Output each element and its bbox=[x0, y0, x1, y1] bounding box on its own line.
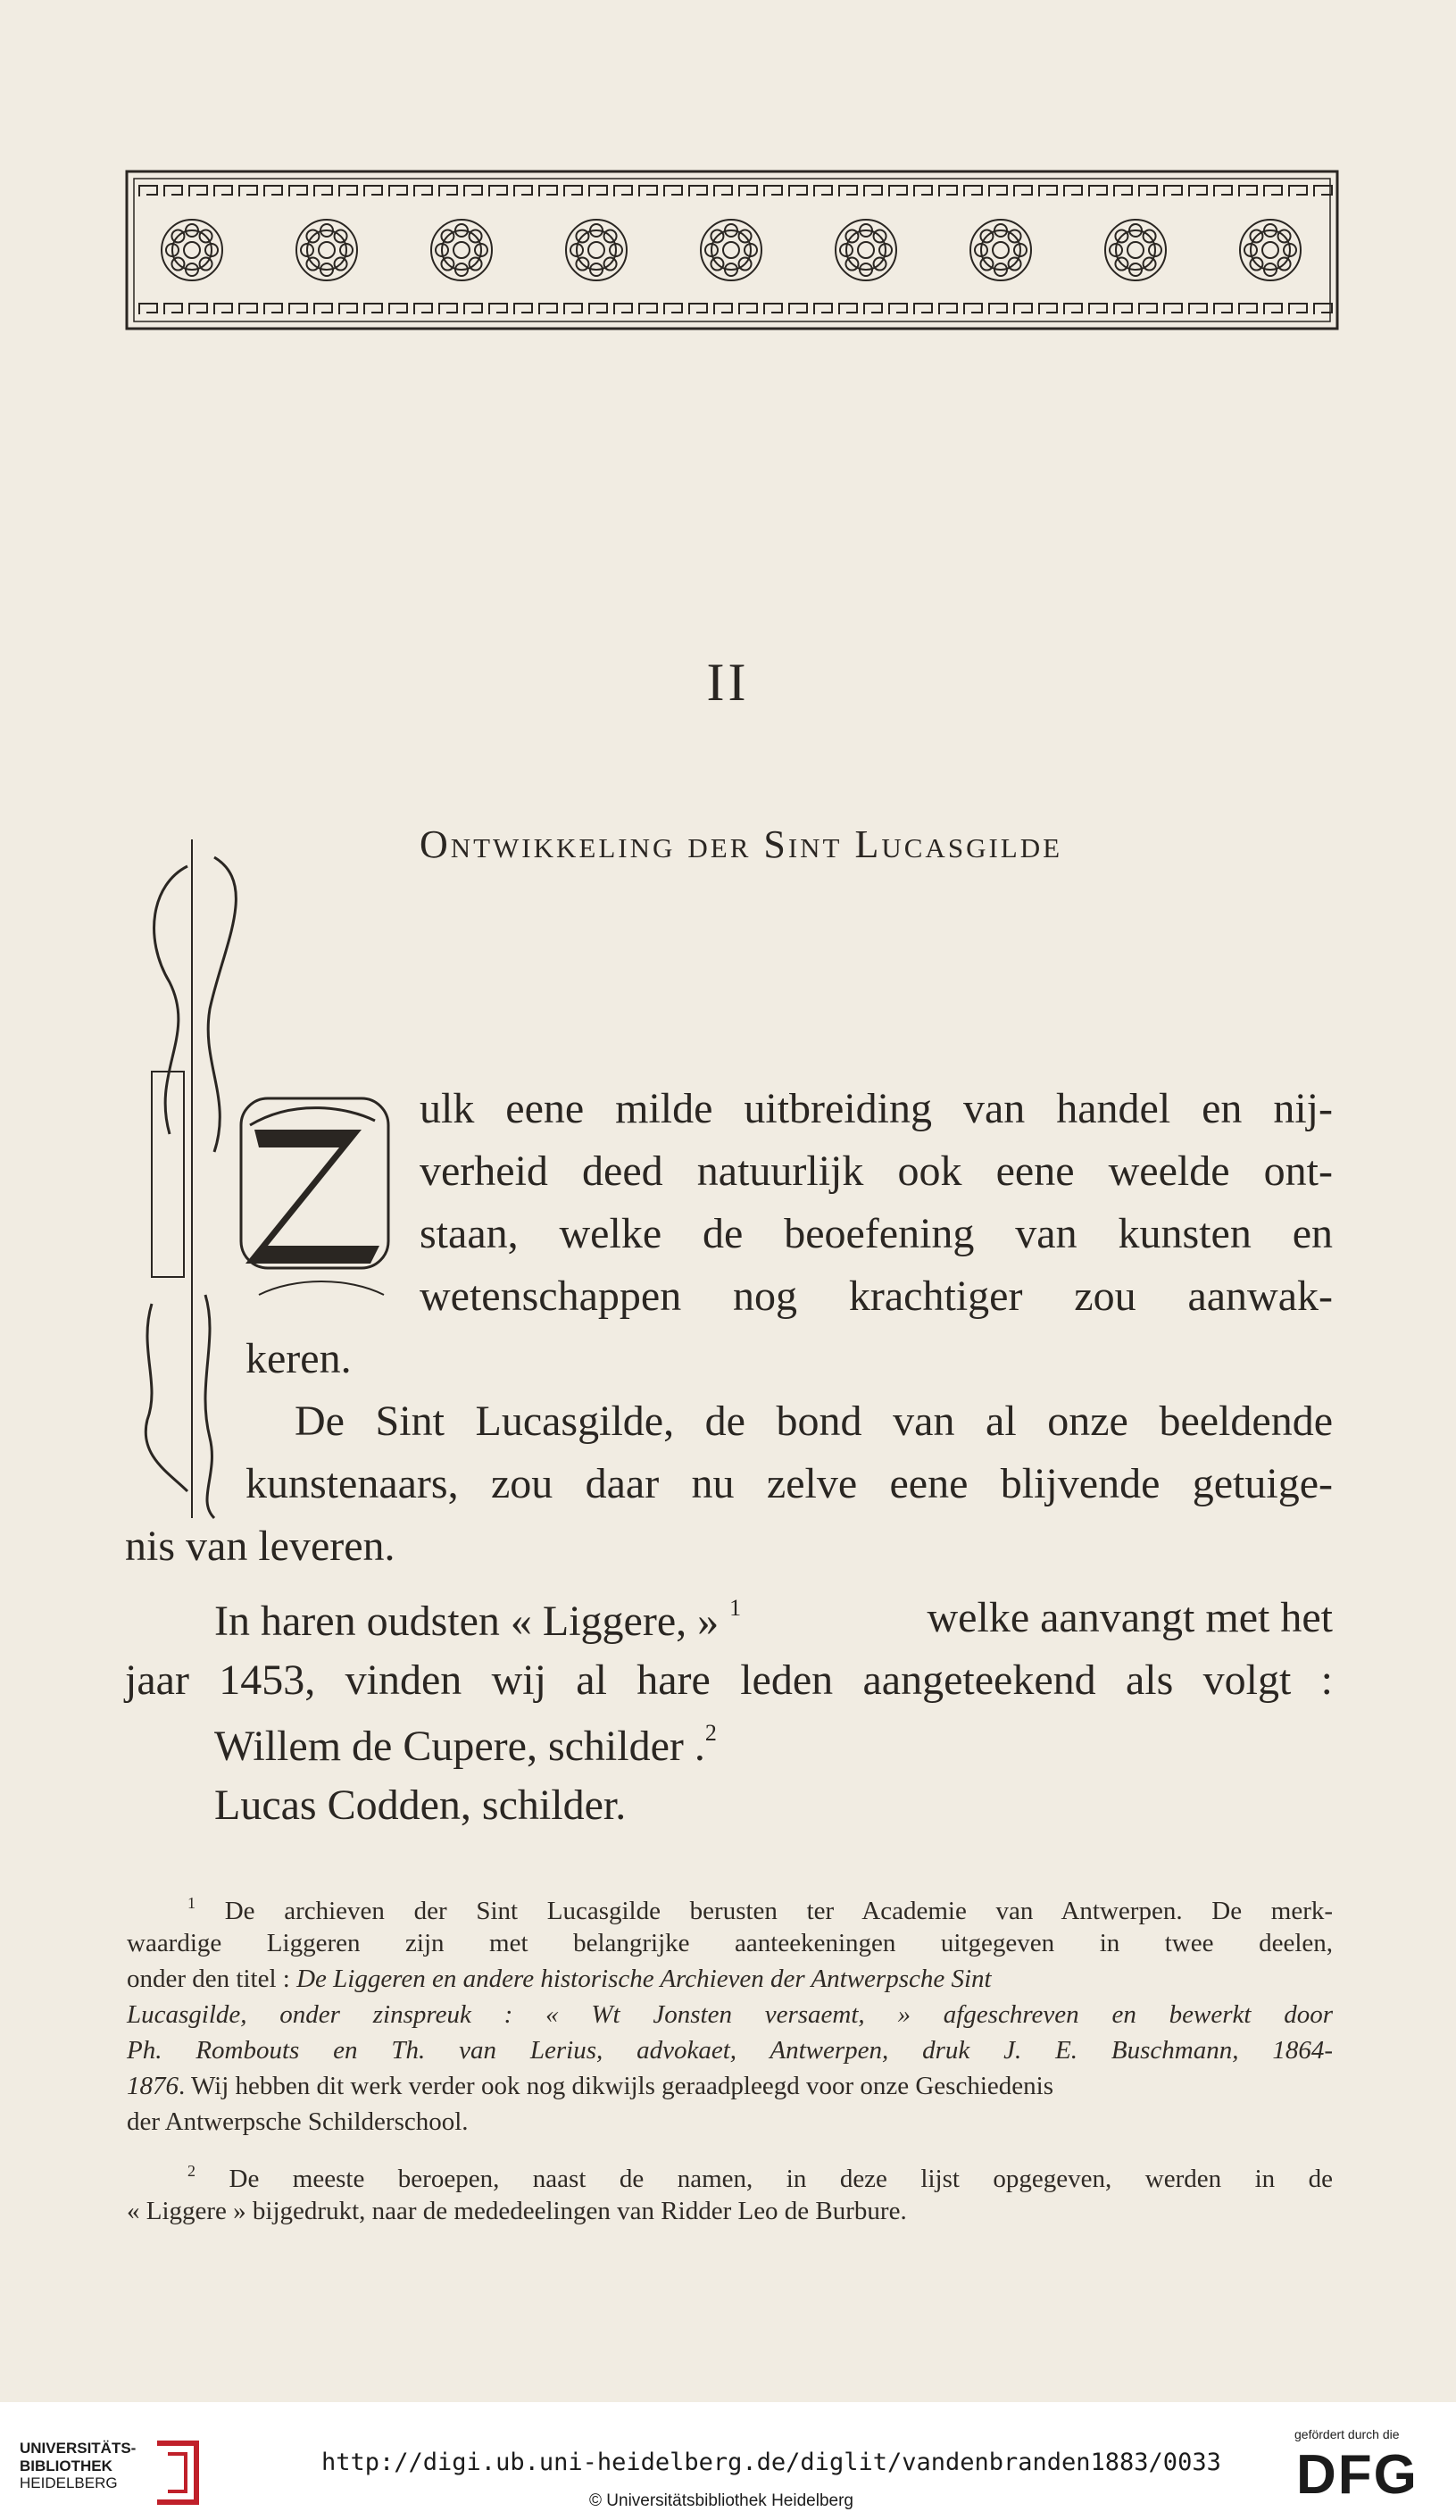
ornament-meander bbox=[1064, 304, 1082, 314]
ornament-meander bbox=[439, 304, 457, 314]
ornament-rosette bbox=[431, 220, 492, 280]
footnote-line: der Antwerpsche Schilderschool. bbox=[127, 2107, 469, 2136]
ornament-meander bbox=[889, 304, 907, 314]
ornament-meander bbox=[239, 304, 257, 314]
ornament-meander bbox=[414, 186, 432, 196]
ornament-meander bbox=[1139, 304, 1157, 314]
ornament-meander bbox=[439, 186, 457, 196]
ornament-meander bbox=[539, 186, 557, 196]
ornament-meander bbox=[364, 186, 382, 196]
body-line: keren. bbox=[245, 1335, 352, 1382]
ornament-meander bbox=[864, 304, 882, 314]
ornament-meander bbox=[1289, 186, 1307, 196]
ornament-meander bbox=[214, 186, 232, 196]
ornament-meander bbox=[839, 186, 857, 196]
ornament-meander bbox=[1139, 186, 1157, 196]
ornament-meander bbox=[1314, 186, 1332, 196]
ornament-meander bbox=[1014, 186, 1032, 196]
ornament-meander bbox=[864, 186, 882, 196]
permalink-url[interactable]: http://digi.ub.uni-heidelberg.de/diglit/vandenbranden1883/0033 bbox=[321, 2449, 1221, 2476]
footnote-line: Ph. Rombouts en Th. van Lerius, advokaet, Antwerpen, druk J. E. Buschmann, 1864- bbox=[127, 2036, 1333, 2065]
ornament-meander bbox=[964, 186, 982, 196]
library-emblem-icon bbox=[150, 2436, 204, 2509]
ornament-meander bbox=[1289, 304, 1307, 314]
footnote-line: $^2$ De meeste beroepen, naast de namen, in deze lijst opgegeven, werden in de bbox=[187, 2162, 1334, 2193]
body-line-part: welke aanvangt met het bbox=[927, 1594, 1333, 1641]
ornament-meander bbox=[564, 304, 582, 314]
ornament-meander bbox=[639, 186, 657, 196]
ornament-meander bbox=[589, 304, 607, 314]
ornament-meander bbox=[314, 304, 332, 314]
body-line: nis van leveren. bbox=[125, 1523, 395, 1570]
ornament-rosette bbox=[836, 220, 896, 280]
body-line bbox=[214, 1722, 717, 1768]
ornament-meander bbox=[764, 186, 782, 196]
ornament-meander bbox=[739, 186, 757, 196]
ornament-meander bbox=[789, 304, 807, 314]
ornament-meander bbox=[1314, 304, 1332, 314]
body-line: verheid deed natuurlijk ook eene weelde ont- bbox=[420, 1147, 1333, 1195]
ornament-meander bbox=[389, 186, 407, 196]
ornament-meander bbox=[164, 186, 182, 196]
ornament-meander bbox=[964, 304, 982, 314]
ornament-meander bbox=[989, 186, 1007, 196]
ornament-meander bbox=[714, 304, 732, 314]
ornament-rosette bbox=[296, 220, 357, 280]
ornament-rosette bbox=[1240, 220, 1301, 280]
footnote-line: waardige Liggeren zijn met belangrijke aanteekeningen uitgegeven in twee deelen, bbox=[127, 1929, 1333, 1957]
ornament-meander bbox=[339, 186, 357, 196]
ornament-meander bbox=[839, 304, 857, 314]
ornament-meander bbox=[264, 186, 282, 196]
ornament-meander bbox=[464, 304, 482, 314]
body-line-part: In haren oudsten « Liggere, » bbox=[214, 1598, 720, 1645]
footnote-line: onder den titel : De Liggeren en andere historische Archieven der Antwerpsche Sint bbox=[127, 1965, 992, 1993]
ornament-meander bbox=[414, 304, 432, 314]
ornament-meander bbox=[289, 186, 307, 196]
ornament-meander bbox=[514, 186, 532, 196]
ornament-meander bbox=[1239, 186, 1257, 196]
ornament-meander bbox=[139, 186, 157, 196]
ornament-meander bbox=[639, 304, 657, 314]
ornament-meander bbox=[789, 186, 807, 196]
body-line: wetenschappen nog krachtiger zou aanwak- bbox=[420, 1273, 1333, 1320]
ornament-meander bbox=[1164, 304, 1182, 314]
chapter-title: Ontwikkeling der Sint Lucasgilde bbox=[419, 822, 1063, 866]
ornament-meander bbox=[314, 186, 332, 196]
copyright-notice: © Universitätsbibliothek Heidelberg bbox=[589, 2491, 853, 2510]
ornament-meander bbox=[689, 186, 707, 196]
ornament-meander bbox=[1214, 304, 1232, 314]
ornament-meander bbox=[989, 304, 1007, 314]
ornament-meander bbox=[489, 186, 507, 196]
ornament-meander bbox=[714, 186, 732, 196]
ornament-rosette bbox=[701, 220, 761, 280]
ornament-meander bbox=[814, 304, 832, 314]
ornament-rosette bbox=[1105, 220, 1166, 280]
footnote-ref: 1 bbox=[729, 1595, 742, 1621]
dfg-logo[interactable]: DFG bbox=[1296, 2444, 1419, 2506]
footnote-mark: 2 bbox=[187, 2162, 196, 2180]
footnote-mark: 1 bbox=[187, 1894, 196, 1912]
ornament-meander bbox=[1189, 304, 1207, 314]
ornament-meander bbox=[389, 304, 407, 314]
body-line: staan, welke de beoefening van kunsten en bbox=[420, 1210, 1333, 1257]
ornament-meander bbox=[889, 186, 907, 196]
ornament-meander bbox=[739, 304, 757, 314]
ornament-meander bbox=[589, 186, 607, 196]
ornament-meander bbox=[764, 304, 782, 314]
ornament-meander bbox=[1114, 186, 1132, 196]
ornament-meander bbox=[1039, 186, 1057, 196]
ornament-meander bbox=[664, 186, 682, 196]
ornament-meander bbox=[514, 304, 532, 314]
ornament-meander bbox=[189, 304, 207, 314]
ornament-meander bbox=[214, 304, 232, 314]
ornament-meander bbox=[939, 304, 957, 314]
ornament-meander bbox=[814, 186, 832, 196]
body-line-part: Willem de Cupere, schilder . bbox=[214, 1723, 705, 1770]
ornament-meander bbox=[1014, 304, 1032, 314]
footer-bar bbox=[0, 2402, 1456, 2520]
ornament-meander bbox=[289, 304, 307, 314]
ornament-meander bbox=[564, 186, 582, 196]
body-line: kunstenaars, zou daar nu zelve eene blijvende getuige- bbox=[245, 1460, 1333, 1507]
ornament-meander bbox=[139, 304, 157, 314]
ornament-meander bbox=[239, 186, 257, 196]
ornament-meander bbox=[339, 304, 357, 314]
ornament-meander bbox=[1264, 304, 1282, 314]
ornament-rosette bbox=[162, 220, 222, 280]
ornament-meander bbox=[364, 304, 382, 314]
ornament-meander bbox=[1064, 186, 1082, 196]
footnote-line: $^1$ De archieven der Sint Lucasgilde berusten ter Academie van Antwerpen. De merk- bbox=[187, 1894, 1334, 1925]
library-logo[interactable]: UNIVERSITÄTS- BIBLIOTHEK HEIDELBERG bbox=[20, 2440, 137, 2492]
ornament-meander bbox=[1189, 186, 1207, 196]
ornament-meander bbox=[489, 304, 507, 314]
ornament-meander bbox=[164, 304, 182, 314]
ornament-meander bbox=[1264, 186, 1282, 196]
body-line: jaar 1453, vinden wij al hare leden aangeteekend als volgt : bbox=[125, 1656, 1333, 1704]
ornament-meander bbox=[914, 304, 932, 314]
body-line bbox=[214, 1594, 1333, 1645]
ornament-meander bbox=[264, 304, 282, 314]
ornament-meander bbox=[614, 304, 632, 314]
ornament-meander bbox=[1214, 186, 1232, 196]
body-line: De Sint Lucasgilde, de bond van al onze beeldende bbox=[295, 1398, 1333, 1445]
ornament-rosette bbox=[970, 220, 1031, 280]
funding-caption: gefördert durch die bbox=[1294, 2427, 1400, 2441]
ornament-meander bbox=[914, 186, 932, 196]
ornamental-header-band bbox=[125, 170, 1339, 330]
ornament-meander bbox=[539, 304, 557, 314]
chapter-number: II bbox=[706, 653, 750, 712]
ornament-meander bbox=[464, 186, 482, 196]
footnote-ref: 2 bbox=[704, 1720, 717, 1746]
body-line: Lucas Codden, schilder. bbox=[214, 1782, 627, 1829]
footnote-line: 1876. Wij hebben dit werk verder ook nog dikwijls geraadpleegd voor onze Geschiedenis bbox=[127, 2072, 1053, 2100]
ornament-meander bbox=[1164, 186, 1182, 196]
footnote-line: Lucasgilde, onder zinspreuk : « Wt Jonsten versaemt, » afgeschreven en bewerkt door bbox=[127, 2000, 1333, 2029]
ornament-meander bbox=[614, 186, 632, 196]
ornament-meander bbox=[1089, 186, 1107, 196]
ornament-meander bbox=[939, 186, 957, 196]
ornament-meander bbox=[1039, 304, 1057, 314]
ornament-meander bbox=[1089, 304, 1107, 314]
body-line: ulk eene milde uitbreiding van handel en nij- bbox=[420, 1085, 1333, 1132]
footnote-line: « Liggere » bijgedrukt, naar de mededeelingen van Ridder Leo de Burbure. bbox=[127, 2197, 907, 2225]
ornament-meander bbox=[1239, 304, 1257, 314]
ornament-meander bbox=[189, 186, 207, 196]
ornament-meander bbox=[664, 304, 682, 314]
ornament-rosette bbox=[566, 220, 627, 280]
ornament-meander bbox=[689, 304, 707, 314]
ornament-meander bbox=[1114, 304, 1132, 314]
